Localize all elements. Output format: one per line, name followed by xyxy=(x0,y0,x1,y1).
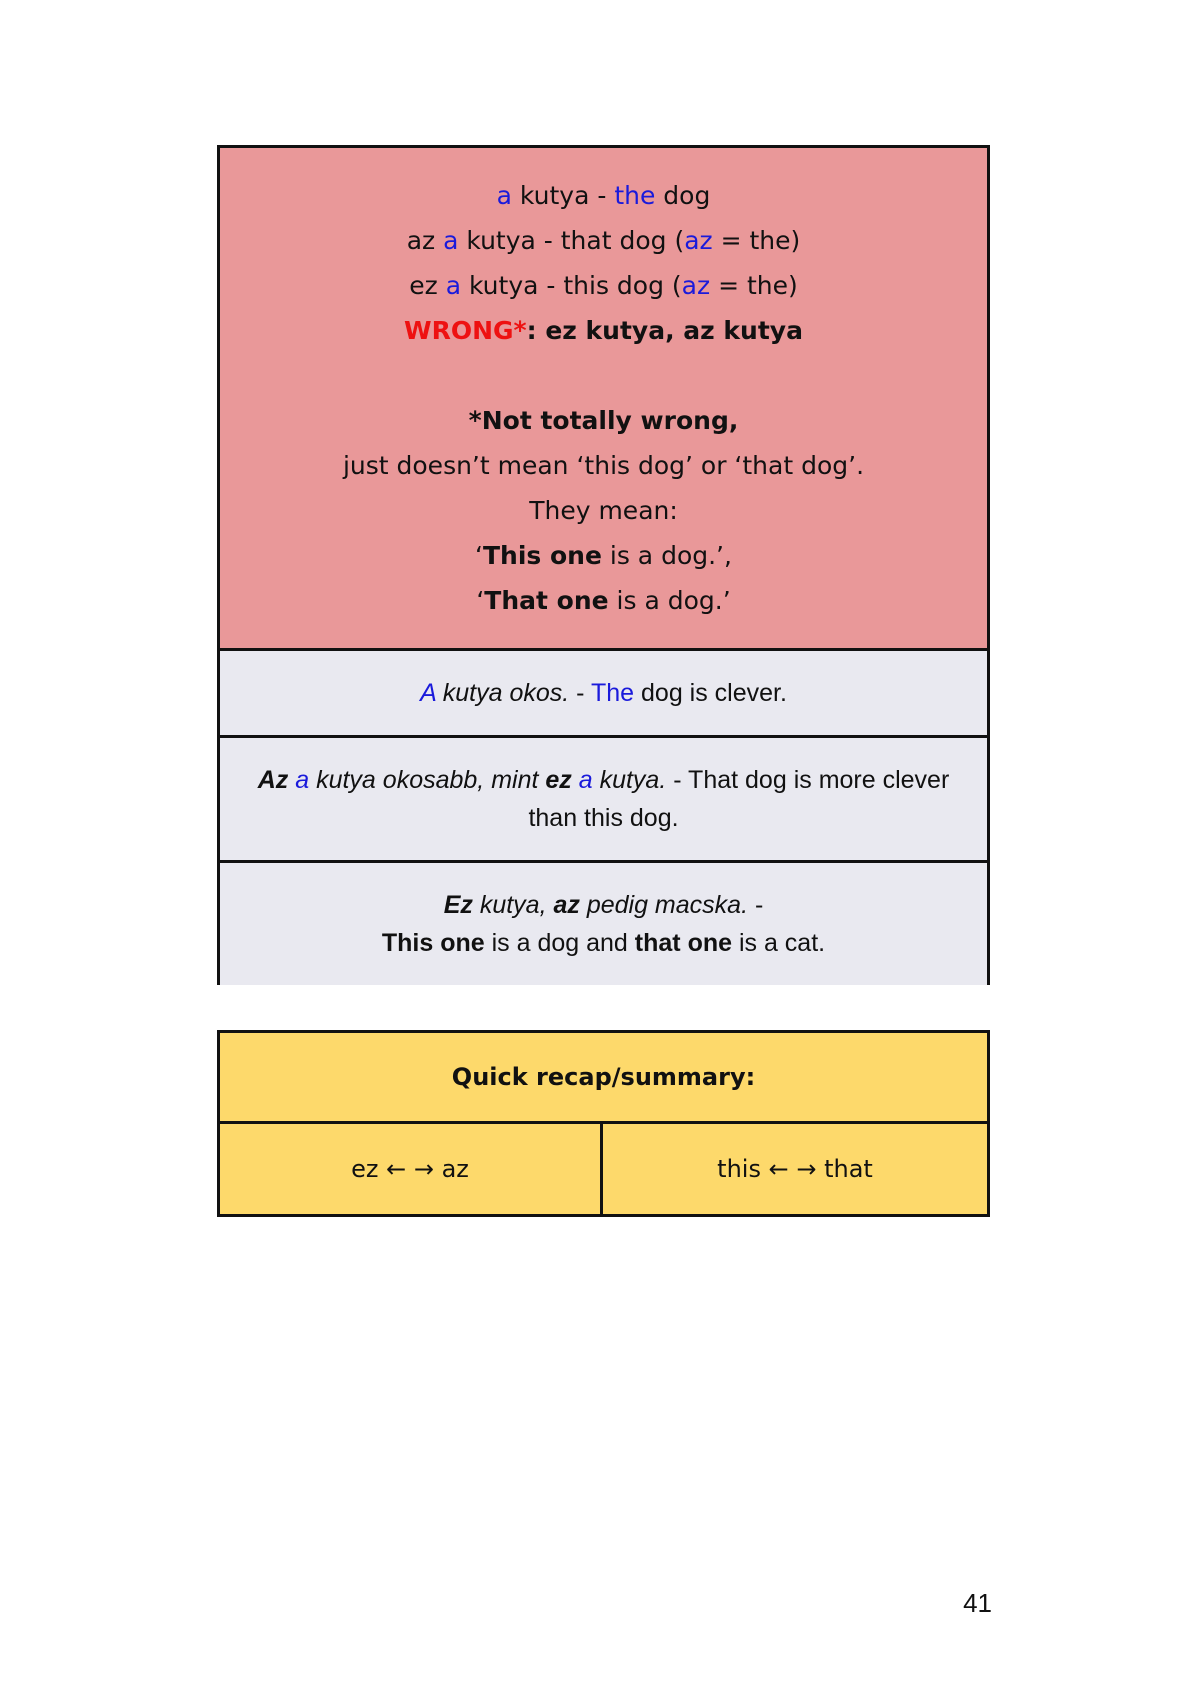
line-wrong: WRONG*: ez kutya, az kutya xyxy=(404,316,803,345)
explanation-panel xyxy=(220,148,987,651)
example-text-1: A kutya okos. - The dog is clever. xyxy=(420,679,787,707)
example-row-1 xyxy=(220,651,987,738)
example-3-english: This one is a dog and that one is a cat. xyxy=(381,929,826,957)
recap-hungarian: ez ← → az xyxy=(220,1124,603,1214)
spacer xyxy=(220,353,987,398)
recap-table xyxy=(217,1030,990,1217)
line-that-dog: az a kutya - that dog (az = the) xyxy=(406,226,801,255)
example-row-2 xyxy=(220,738,987,863)
example-text-3 xyxy=(382,886,825,962)
recap-row xyxy=(220,1124,987,1214)
example-text-2: Az a kutya okosabb, mint ez a kutya. - That dog is more clever than this dog. xyxy=(257,766,950,832)
grammar-table xyxy=(217,145,990,985)
line-doesnt-mean: just doesn’t mean ‘this dog’ or ‘that dog’. xyxy=(342,451,865,480)
recap-english: this ← → that xyxy=(717,1155,873,1183)
example-3-hungarian: Ez kutya, az pedig macska. - xyxy=(443,891,764,919)
line-the-dog: a kutya - the dog xyxy=(496,181,711,210)
line-they-mean: They mean: xyxy=(529,496,678,525)
line-this-one: ‘This one is a dog.’, xyxy=(475,541,732,570)
page-number: 41 xyxy=(963,1588,992,1618)
example-row-3 xyxy=(220,863,987,985)
line-that-one: ‘That one is a dog.’ xyxy=(476,586,731,615)
line-not-totally-wrong: *Not totally wrong, xyxy=(468,406,739,435)
line-this-dog: ez a kutya - this dog (az = the) xyxy=(409,271,798,300)
recap-title: Quick recap/summary: xyxy=(220,1033,987,1124)
